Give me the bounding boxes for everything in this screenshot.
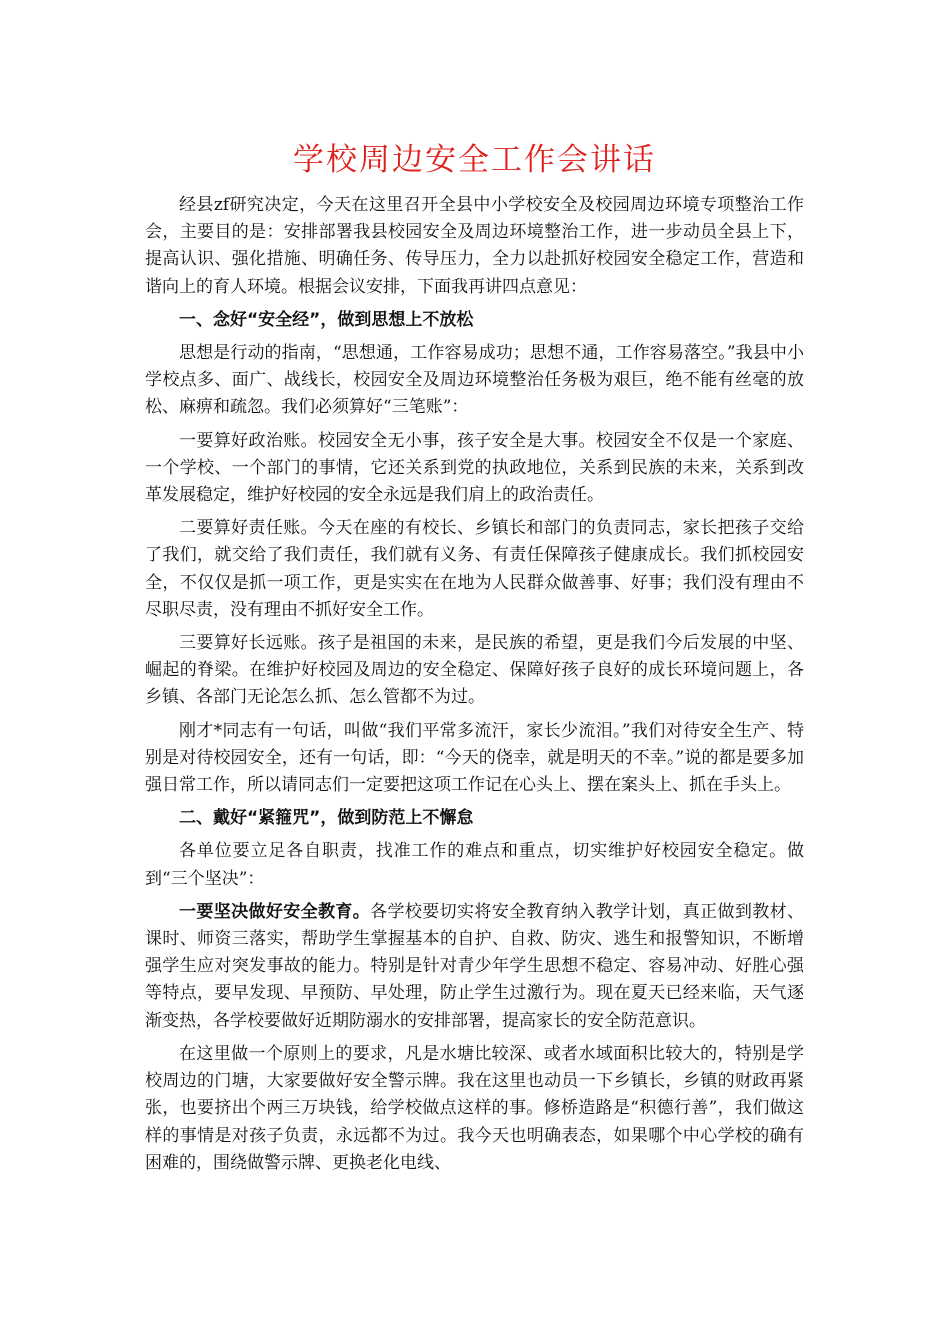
section-2-paragraph-2-lead: 一要坚决做好安全教育。 bbox=[179, 901, 371, 922]
intro-paragraph: 经县zf研究决定，今天在这里召开全县中小学校安全及校园周边环境专项整治工作会，主要目的是：安排部署我县校园安全及周边环境整治工作，进一步动员全县上下，提高认识、强化措施、明确任务、传导压力，全力以赴抓好校园安全稳定工作，营造和谐向上的育人环境。根据会议安排，下面我再讲四点意见： bbox=[145, 195, 804, 297]
section-2-paragraph-3: 在这里做一个原则上的要求，凡是水塘比较深、或者水域面积比较大的，特别是学校周边的门塘，大家要做好安全警示牌。我在这里也动员一下乡镇长，乡镇的财政再紧张，也要挤出个两三万块钱，给学校做点这样的事。修桥造路是“积德行善”，我们做这样的事情是对孩子负责，永远都不为过。我今天也明确表态，如果哪个中心学校的确有困难的，围绕做警示牌、更换老化电线、 bbox=[145, 1043, 804, 1173]
section-1-paragraph-5: 刚才*同志有一句话，叫做“我们平常多流汗，家长少流泪。”我们对待安全生产、特别是对待校园安全，还有一句话，即：“今天的侥幸，就是明天的不幸。”说的都是要多加强日常工作，所以请同志们一定要把这项工作记在心头上、摆在案头上、抓在手头上。 bbox=[145, 720, 804, 796]
section-2-paragraph-2 bbox=[145, 899, 804, 1035]
section-2-paragraph-2-body: 各学校要切实将安全教育纳入教学计划，真正做到教材、课时、师资三落实，帮助学生掌握基本的自护、自救、防灾、逃生和报警知识，不断增强学生应对突发事故的能力。特别是针对青少年学生思想不稳定、容易冲动、好胜心强等特点，要早发现、早预防、早处理，防止学生过激行为。现在夏天已经来临，天气逐渐变热，各学校要做好近期防溺水的安排部署，提高家长的安全防范意识。 bbox=[145, 901, 805, 1031]
section-1-paragraph-3: 二要算好责任账。今天在座的有校长、乡镇长和部门的负责同志，家长把孩子交给了我们，就交给了我们责任，我们就有义务、有责任保障孩子健康成长。我们抓校园安全，不仅仅是抓一项工作，更是实实在在地为人民群众做善事、好事；我们没有理由不尽职尽责，没有理由不抓好安全工作。 bbox=[145, 518, 804, 620]
section-2-heading: 二、戴好“紧箍咒”，做到防范上不懈怠 bbox=[179, 808, 474, 829]
section-1-paragraph-4: 三要算好长远账。孩子是祖国的未来，是民族的希望，更是我们今后发展的中坚、崛起的脊梁。在维护好校园及周边的安全稳定、保障好孩子良好的成长环境问题上，各乡镇、各部门无论怎么抓、怎么管都不为过。 bbox=[145, 633, 804, 708]
section-2-paragraph-1: 各单位要立足各自职责，找准工作的难点和重点，切实维护好校园安全稳定。做到“三个坚决”： bbox=[145, 841, 804, 889]
section-1-paragraph-2: 一要算好政治账。校园安全无小事，孩子安全是大事。校园安全不仅是一个家庭、一个学校、一个部门的事情，它还关系到党的执政地位，关系到民族的未来，关系到改革发展稳定，维护好校园的安全永远是我们肩上的政治责任。 bbox=[145, 430, 804, 506]
section-1-heading: 一、念好“安全经”，做到思想上不放松 bbox=[179, 309, 474, 330]
section-1-paragraph-1: 思想是行动的指南，“思想通，工作容易成功；思想不通，工作容易落空。”我县中小学校点多、面广、战线长，校园安全及周边环境整治任务极为艰巨，绝不能有丝毫的放松、麻痹和疏忽。我们必须算好“三笔账”： bbox=[145, 343, 804, 418]
document-title: 学校周边安全工作会讲话 bbox=[293, 142, 656, 178]
